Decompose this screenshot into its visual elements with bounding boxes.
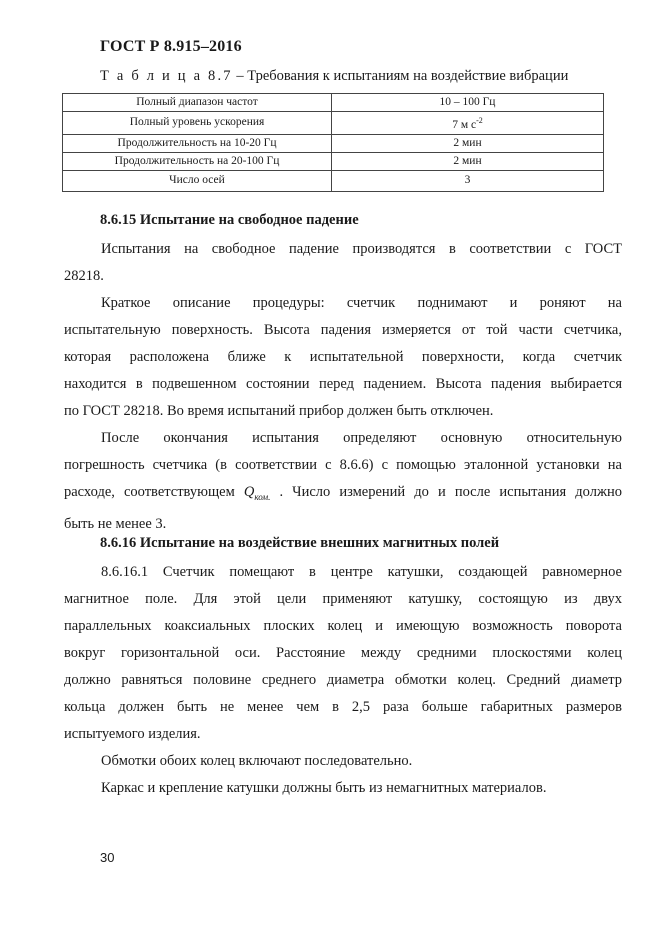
section-heading: 8.6.15 Испытание на свободное падение — [100, 212, 359, 228]
paragraph-line: быть не менее 3. — [64, 515, 167, 532]
paragraph-line: которая расположена ближе к испытательной поверхности, когда счетчик — [64, 349, 622, 365]
acceleration-value: 7 м с — [452, 118, 477, 131]
paragraph-line: 8.6.16.1 Счетчик помещают в центре катушки, создающей равномерное — [101, 564, 622, 580]
table-row — [63, 134, 604, 152]
paragraph-line: кольца должен быть не менее чем в 2,5 раза больше габаритных размеров — [64, 699, 622, 715]
section-heading: 8.6.16 Испытание на воздействие внешних магнитных полей — [100, 535, 500, 551]
q-nominal-symbol — [244, 484, 271, 500]
q-subscript: ком. — [254, 491, 271, 502]
table-row — [63, 112, 604, 135]
table-cell-label: Продолжительность на 10-20 Гц — [63, 134, 332, 152]
paragraph-line: 28218. — [64, 268, 104, 284]
paragraph — [64, 425, 622, 538]
paragraph-line: Обмотки обоих колец включают последовательно. — [101, 753, 413, 769]
text-run: расходе, соответствующем — [64, 484, 244, 500]
paragraph-line: Краткое описание процедуры: счетчик поднимают и роняют на — [101, 295, 622, 311]
vibration-requirements-table — [62, 93, 604, 192]
table-cell-value — [332, 112, 604, 135]
table-cell-value: 2 мин — [332, 152, 604, 170]
document-code: ГОСТ Р 8.915–2016 — [100, 38, 242, 55]
acceleration-exponent: -2 — [476, 116, 483, 125]
paragraph-line: испытательную поверхность. Высота падения измеряется от той части счетчика, — [64, 322, 622, 338]
paragraph-line: по ГОСТ 28218. Во время испытаний прибор должен быть отключен. — [64, 403, 494, 419]
paragraph — [64, 748, 622, 802]
table-caption — [100, 68, 568, 85]
q-letter: Q — [243, 484, 255, 500]
table-cell-label: Полный уровень ускорения — [63, 112, 332, 135]
paragraph-line: параллельных коаксиальных плоских колец и имеющую возможность поворота — [64, 618, 622, 634]
paragraph-line: погрешность счетчика (в соответствии с 8.6.6) с помощью эталонной установки на — [64, 457, 622, 473]
table-cell-value: 3 — [332, 170, 604, 191]
page-number: 30 — [100, 850, 115, 865]
paragraph-line: должно равняться половине среднего диаметра обмотки колец. Средний диаметр — [64, 672, 622, 688]
paragraph-line: Испытания на свободное падение производятся в соответствии с ГОСТ — [101, 241, 622, 257]
paragraph-line: испытуемого изделия. — [64, 726, 201, 742]
table-cell-value: 10 – 100 Гц — [332, 94, 604, 112]
table-row — [63, 94, 604, 112]
table-cell-label: Число осей — [63, 170, 332, 191]
text-run: . Число измерений до и после испытания должно — [270, 484, 622, 500]
paragraph-line: После окончания испытания определяют основную относительную — [101, 430, 622, 446]
table-cell-label: Полный диапазон частот — [63, 94, 332, 112]
paragraph-line: вокруг горизонтальной оси. Расстояние между средними плоскостями колец — [64, 645, 622, 661]
table-caption-number: Т а б л и ц а 8.7 — [100, 68, 233, 84]
paragraph-line: магнитное поле. Для этой цели применяют катушку, состоящую из двух — [64, 591, 622, 607]
table-cell-label: Продолжительность на 20-100 Гц — [63, 152, 332, 170]
table-row — [63, 170, 604, 191]
paragraph-line: Каркас и крепление катушки должны быть из немагнитных материалов. — [101, 780, 547, 796]
paragraph — [64, 559, 622, 748]
table-row — [63, 152, 604, 170]
paragraph — [64, 290, 622, 425]
table-cell-value: 2 мин — [332, 134, 604, 152]
paragraph-line: находится в подвешенном состоянии перед падением. Высота падения выбирается — [64, 376, 622, 392]
table-caption-text: – Требования к испытаниям на воздействие вибрации — [232, 68, 569, 84]
paragraph — [64, 236, 622, 290]
paragraph-line — [64, 479, 622, 511]
